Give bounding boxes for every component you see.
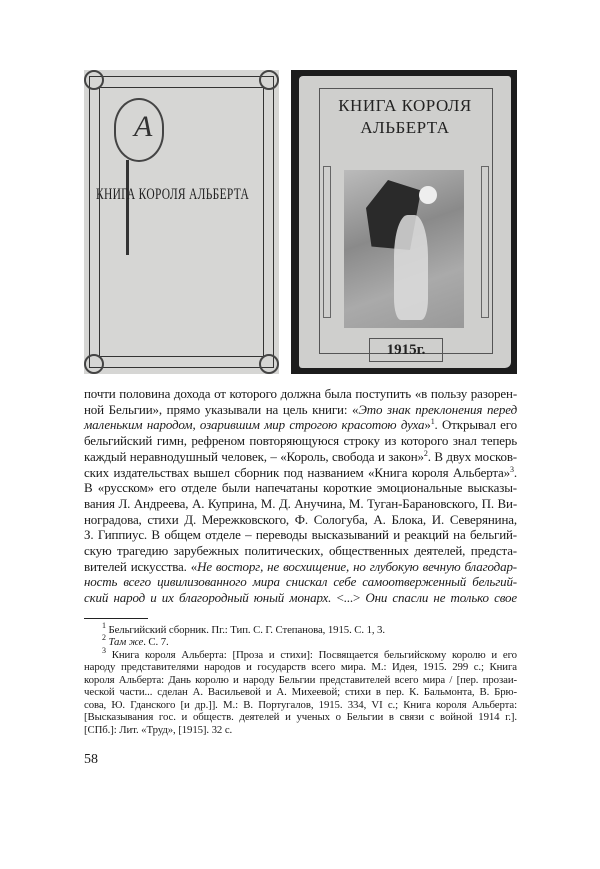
text-segment: народу представителями народов и государств всего мира. М.: Идея, 1915. 299 с.; Книга: [84, 661, 517, 674]
cover-image-plain: [84, 70, 279, 374]
body-line: [84, 590, 517, 606]
text-segment: ских издательствах вышел сборник под названием «Книга короля Альберта»: [84, 464, 511, 480]
crest-staff: [126, 160, 129, 255]
woman-figure: [394, 215, 428, 320]
italic-text: Это знак преклонения перед: [358, 401, 517, 417]
italic-text: Они спасли не только свое: [360, 590, 517, 606]
wreath-ornament-icon: [84, 70, 104, 90]
footnote-line: [84, 686, 517, 699]
text-segment: [Высказывания гос. и обществ. деятелей и ученых о Бельгии в связи с войной 1914 г.].: [84, 711, 517, 724]
body-line: [84, 386, 517, 402]
footnote-ref: 3: [102, 645, 106, 655]
footnote-line: [84, 620, 517, 637]
text-segment: . В двух москов-: [427, 448, 517, 464]
body-line: [84, 559, 517, 575]
text-segment: ческой части... сделан А. Васильевой и А. Михеевой; стихи в пер. К. Бальмонта, В. Брю-: [84, 686, 517, 699]
footnote-line: [84, 633, 517, 649]
text-segment: вания Л. Андреева, А. Куприна, М. Д. Анучина, М. Туган-Барановского, П. Ви-: [84, 495, 517, 511]
monogram: A: [134, 110, 153, 143]
text-segment: вителей искусства. «: [84, 558, 198, 574]
text-segment: В «русском» его отделе были напечатаны короткие эмоциональные высказы-: [84, 480, 517, 496]
body-line: [84, 480, 517, 496]
side-ornament: [481, 166, 489, 318]
body-text: [84, 386, 517, 606]
cover-page: [299, 76, 511, 368]
body-line: [84, 449, 517, 465]
italic-text: Не восторг, не восхищение, но глубокую вечную благодар-: [197, 558, 517, 574]
cover-title-line2: АЛЬБЕРТА: [360, 118, 450, 137]
text-segment: Книга короля Альберта: [Проза и стихи]: Посвящается бельгийскому королю и его: [105, 648, 517, 661]
text-flow: [84, 386, 517, 768]
text-segment: короля Альберта: Дань королю и народу Бельгии представителей всего мира / [пер. прозаи-: [84, 673, 517, 686]
body-line: [84, 465, 517, 481]
text-segment: почти половина дохода от которого должна была поступить «в пользу разорен-: [84, 386, 517, 401]
text-segment: . Открывал его: [434, 417, 517, 433]
italic-text: ность всего цивилизованного мира снискал себе самоотверженный бельгий-: [84, 574, 517, 590]
body-line: [84, 512, 517, 528]
text-segment: сова, Ю. Гданского [и др.]]. М.: В. Португалов, 1915. 334, VI с.; Книга короля Альберта:: [84, 698, 517, 711]
cover-year: 1915г.: [369, 338, 443, 362]
wreath-ornament-icon: [259, 354, 279, 374]
crest-monogram-icon: [114, 98, 164, 162]
italic-text: ский народ и их благородный юный монарх.: [84, 590, 337, 606]
text-segment: ноградова, стихи Д. Мережковского, Ф. Сологуба, А. Блока, И. Северянина,: [84, 511, 517, 527]
footnote-ref: 1: [102, 620, 106, 630]
footnote-line: [84, 674, 517, 687]
body-line: [84, 527, 517, 543]
cover-illustration: [344, 170, 464, 328]
footnotes: [84, 620, 517, 737]
footnote-line: [84, 724, 517, 737]
body-line: [84, 417, 517, 433]
italic-text: маленьким народом, озарившим мир строгою красотою духа: [84, 417, 425, 433]
footnote-ref: 2: [423, 448, 428, 458]
footnote-line: [84, 699, 517, 712]
footnote-ref: 3: [510, 464, 514, 474]
footnote-ref: 1: [430, 417, 435, 427]
text-segment: бельгийский гимн, рефреном повторяющуюся строку из которого знал теперь: [84, 433, 517, 449]
footnote-line: [84, 711, 517, 724]
cover-title-line1: КНИГА КОРОЛЯ: [338, 96, 472, 115]
body-line: [84, 543, 517, 559]
sun-icon: [419, 186, 437, 204]
text-segment: З. Гиппиус. В общем отделе – переводы высказываний и реакций на бельгий-: [84, 527, 517, 543]
text-segment: . С. 7.: [143, 636, 169, 649]
body-line: [84, 433, 517, 449]
cover-title: КНИГА КОРОЛЯ АЛЬБЕРТА: [96, 186, 250, 204]
wreath-ornament-icon: [84, 354, 104, 374]
side-ornament: [323, 166, 331, 318]
text-segment: »: [424, 417, 431, 433]
text-segment: ной Бельгии», прямо указывали на цель книги: «: [84, 401, 359, 417]
cover-image-illustrated: [291, 70, 517, 374]
body-line: [84, 574, 517, 590]
page-number: 58: [84, 752, 98, 768]
body-line: [84, 496, 517, 512]
footnote-line: [84, 645, 517, 662]
text-segment: каждый неравнодушный человек, – «Король, свобода и закон»: [84, 448, 424, 464]
text-segment: скую трагедию зарубежных политических, общественных деятелей, предста-: [84, 543, 517, 559]
italic-text: Там же: [108, 636, 144, 649]
text-segment: <...>: [336, 590, 361, 606]
text-segment: [СПб.]: Лит. «Труд», [1915]. 32 с.: [84, 723, 233, 736]
text-segment: .: [513, 464, 517, 480]
footnote-line: [84, 661, 517, 674]
footnote-ref: 2: [102, 633, 106, 643]
wreath-ornament-icon: [259, 70, 279, 90]
footnote-separator: [84, 618, 148, 619]
body-line: [84, 402, 517, 418]
text-segment: Бельгийский сборник. Пг.: Тип. С. Г. Степанова, 1915. С. 1, 3.: [105, 623, 385, 636]
